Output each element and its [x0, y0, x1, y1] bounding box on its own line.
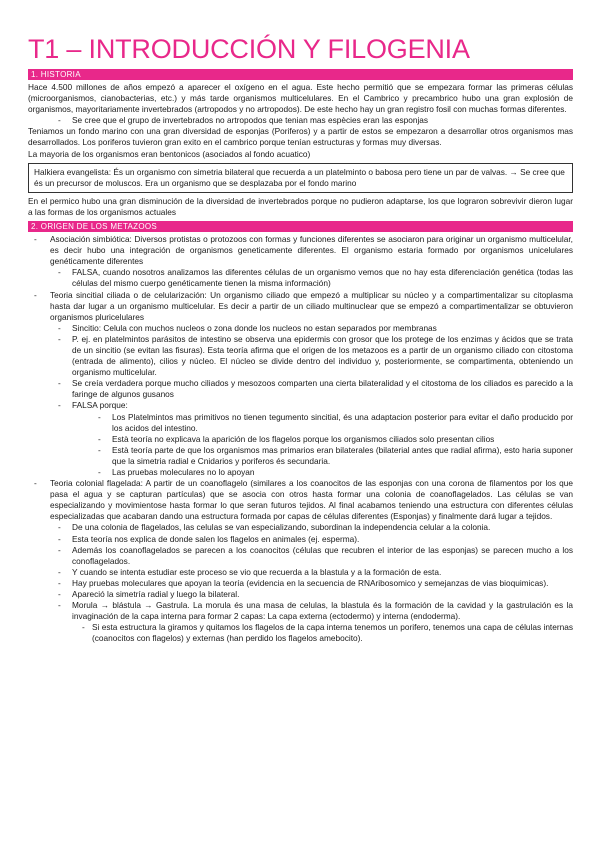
list-item: [28, 589, 573, 600]
section-heading-historia: 1. HISTORIA: [28, 69, 573, 80]
list-item-text: Teoria colonial flagelada: A partir de un coanoflagelo (similares a los coanocitos de las esponjas con una corona de filamentos por los que pasa el agua y se capturan partículas) que se asocia con otros hasta formar una colonia de coanoflagelados. Las células se van especializando y movimientose hasta formar lo que seran futuros tejidos. Al final acabamos teniendo una estructura con diferentes células especializadas que acabaran dando una estructura formada por capas de células diferentes (Esponjas) y finalmente dará lugar a tejidos.: [50, 478, 573, 522]
dash-marker: -: [98, 444, 101, 455]
list-item-text: P. ej. en platelmintos parásitos de intestino se observa una epidermis con grosor que los protege de los enzimas y ácidos que se trata de un sincitio (se evitan las fisuras). Esta teoría afirma que el origen de los metazoos es a partir de un organismo ciliado con citostoma (entrada de alimento), cilios y núcleo. El núcleo se divide dentro del individuo y, posteriormente, se compartimenta, obteniendo un organismo multicelular.: [72, 333, 573, 378]
list-item-text: Està teoría parte de que los organismos mas primarios eran bilaterales (bilaterial antes que radial afirma), esto haria suponer que la simetria radial e Cnidarios y poriferos és secundaria.: [112, 444, 573, 466]
paragraph: La mayoria de los organismos eran bentonicos (asociados al fondo acuatico): [28, 148, 311, 159]
dash-marker: -: [58, 333, 61, 344]
paragraph: En el permico hubo una gran disminución de la diversidad de invertebrados porque no pudieron adaptarse, los que lograron sobrevivir dieron lugar a las formas de los organismos actuales: [28, 195, 573, 217]
list-item-text: Esta teoría nos explica de donde salen los flagelos en animales (ej. esperma).: [72, 533, 360, 544]
list-item: [28, 578, 573, 589]
list-item: [28, 412, 573, 434]
dash-marker: -: [82, 622, 85, 633]
dash-marker: -: [34, 478, 37, 489]
list-item-text: Asociación simbiótica: Diversos protistas o protozoos con formas y funciones diferentes se asociaron para originar un organismo multicelular, es decir hubo una integración de organismos geneticamente diferentes. El organismo estaria formado por organismos unicelulares genéticamente diferentes: [50, 234, 573, 267]
list-item-text: Està teoría no explicava la aparición de los flagelos porque los organismos ciliados solo presentan cilios: [112, 433, 495, 444]
list-item: [28, 334, 573, 378]
list-item-text: Se creía verdadera porque mucho ciliados y mesozoos comparten una cierta bilateralidad y el citostoma de los ciliados es parecido a la faringe de algunos gusanos: [72, 378, 573, 400]
list-item: [28, 545, 573, 567]
dash-marker: -: [34, 289, 37, 300]
dash-marker: -: [58, 544, 61, 555]
list-item: [28, 522, 573, 533]
list-item-text: Se cree que el grupo de invertebrados no artropodos que tenian mas espècies eran las esponjas: [72, 115, 429, 126]
dash-marker: -: [58, 522, 61, 533]
dash-marker: -: [98, 467, 101, 477]
list-item-text: Sincitio: Celula con muchos nucleos o zona donde los nucleos no estan separados por membranas: [72, 322, 437, 333]
list-item-text: Morula → blástula → Gastrula. La morula és una masa de celulas, la blastula és la formación de la cavidad y la gastrulación es la invaginación de la capa interna para formar 2 capas: La capa externa (ectodermo) y interna (endoderma).: [72, 600, 573, 622]
document-page: [28, 34, 573, 645]
list-item: [28, 567, 573, 578]
list-item: [28, 434, 573, 445]
list-item: [28, 400, 573, 411]
list-item: [28, 534, 573, 545]
dash-marker: -: [98, 433, 101, 444]
list-item-text: Si esta estructura la giramos y quitamos los flagelos de la capa interna tenemos un porifero, tenemos una capa de células internas (coanocitos con flagelos) y externas (han perdido los flagelos amebocito).: [92, 622, 573, 644]
list-item-text: Además los coanoflagelados se parecen a los coanocitos (células que recubren el interior de las esponjas) se parecen mucho a los conoflagelados.: [72, 544, 573, 566]
dash-marker: -: [58, 533, 61, 544]
list-item-text: FALSA, cuando nosotros analizamos las diferentes células de un organismo vemos que no hay esta diferenciación genética (todas las células del mismo cuerpo genéticamente tienen la misma información): [72, 267, 573, 289]
section-heading-origen: 2. ORIGEN DE LOS METAZOOS: [28, 221, 573, 232]
paragraph: Teniamos un fondo marino con una gran diversidad de esponjas (Poriferos) y a partir de estos se empezaron a desarrollar otros organismos mas desarrollados. Los poriferos tuvieron gran exito en el cambrico porque tenían estructuras y formas muy diversas.: [28, 126, 573, 148]
list-item: [28, 445, 573, 467]
dash-marker: -: [58, 577, 61, 588]
list-item: [28, 234, 573, 267]
list-item: [28, 267, 573, 289]
list-item-text: Las pruebas moleculares no lo apoyan: [112, 467, 255, 477]
list-item: [28, 478, 573, 522]
list-item-text: Y cuando se intenta estudiar este proceso se vio que recuerda a la blastula y a la formación de esta.: [72, 566, 442, 577]
dash-marker: -: [58, 400, 61, 411]
list-item-text: Los Platelmintos mas primitivos no tienen tegumento sincitial, és una adaptacion posterior para evitar el daño producido por los acidos del intestino.: [112, 411, 573, 433]
list-item-text: De una colonia de flagelados, las celulas se van especializando, subordinan la independencia celular a la colonia.: [72, 522, 491, 533]
dash-marker: -: [58, 589, 61, 600]
list-item: [28, 467, 573, 478]
dash-marker: -: [58, 600, 61, 611]
list-item: [28, 290, 573, 323]
list-item-text: Teoria sincitial ciliada o de celularización: Un organismo ciliado que empezó a multiplicar su núcleo y a compartimentalizar su citoplasma hasta dar lugar a un organismo multicelular. Es decir a partir de un ciliado multinuclear que se empezó a compartimentalizar se obtuvieron organismos pluricelulares: [50, 289, 573, 322]
dash-marker: -: [58, 378, 61, 389]
list-item: [28, 622, 573, 644]
dash-marker: -: [58, 322, 61, 333]
list-item: [28, 378, 573, 400]
dash-marker: -: [58, 115, 61, 126]
dash-marker: -: [98, 411, 101, 422]
page-title: T1 – INTRODUCCIÓN Y FILOGENIA: [28, 34, 470, 64]
dash-marker: -: [34, 234, 37, 245]
dash-marker: -: [58, 267, 61, 278]
list-item-text: Hay pruebas moleculares que apoyan la teoría (evidencia en la secuencia de RNAribosomico y semejanzas de vias bioquimicas).: [72, 577, 549, 588]
list-item: [28, 323, 573, 334]
list-item: [28, 600, 573, 622]
paragraph: Hace 4.500 millones de años empezó a aparecer el oxígeno en el agua. Este hecho permitió que se empezara formar las primeras células (microorganismos, cianobacterias, etc.) y más tarde organismos multicelulares. En el Cambrico y precambrico hubo una gran explosión de organismos, mayoritariamente invertebrados (artropodos y no artropodos). De este hecho hay un gran registro fosil con muchas formas diferentes.: [28, 82, 573, 115]
list-item-text: Apareció la simetría radial y luego la bilateral.: [72, 589, 240, 600]
dash-marker: -: [58, 566, 61, 577]
info-box: Halkiera evangelista: És un organismo con simetria bilateral que recuerda a un platelminto o babosa pero tiene un par de valvas. → Se cree que és un precursor de moluscos. Era un organismo que se desplazaba por el fondo marino: [28, 163, 573, 193]
list-item-text: FALSA porque:: [72, 400, 128, 411]
list-item: [28, 115, 573, 126]
